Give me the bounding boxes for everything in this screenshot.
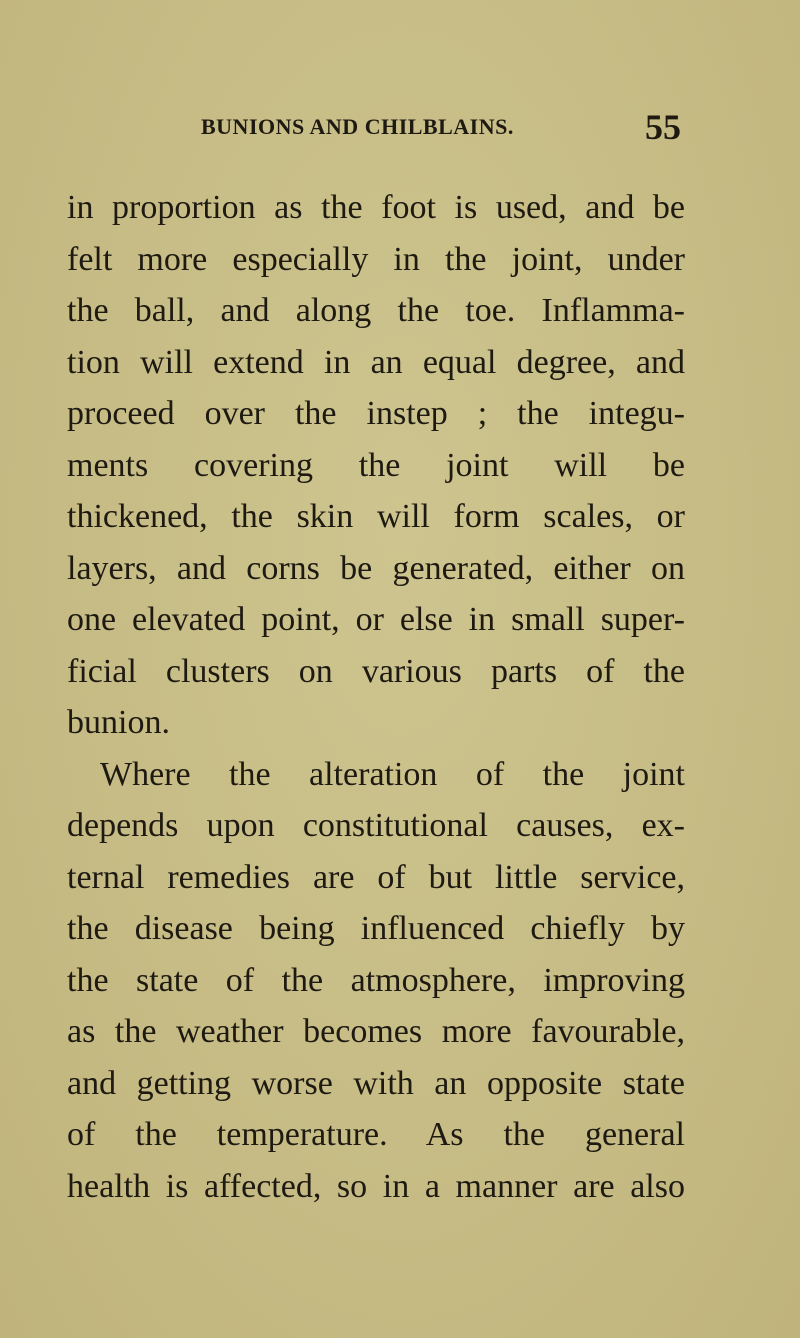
text-line: bunion. [67,704,170,741]
text-line: thickened, the skin will form scales, or [67,498,685,535]
text-line: tion will extend in an equal degree, and [67,343,685,381]
text-line: one elevated point, or else in small super- [67,601,685,638]
text-line: in proportion as the foot is used, and be [67,189,685,226]
text-line: layers, and corns be generated, either on [67,549,685,587]
text-line: ments covering the joint will be [67,446,685,484]
text-line: depends upon constitutional causes, ex- [67,807,685,844]
text-line: the state of the atmosphere, improving [67,961,685,999]
text-line: felt more especially in the joint, under [67,240,685,278]
body-text [67,182,685,1212]
text-line: the ball, and along the toe. Inflamma- [67,292,685,329]
text-line: and getting worse with an opposite state [67,1064,685,1102]
text-line: ternal remedies are of but little service, [67,858,685,896]
text-line: health is affected, so in a manner are also [67,1167,685,1205]
running-title: BUNIONS AND CHILBLAINS. [201,114,514,139]
page-number: 55 [645,107,681,147]
text-line: the disease being influenced chiefly by [67,910,685,947]
running-header [0,106,800,146]
text-line: of the temperature. As the general [67,1116,685,1153]
text-line: proceed over the instep ; the integu- [67,395,685,432]
text-line: ficial clusters on various parts of the [67,652,685,690]
text-line: as the weather becomes more favourable, [67,1013,685,1050]
paragraph-start-line: Where the alteration of the joint [100,755,685,793]
